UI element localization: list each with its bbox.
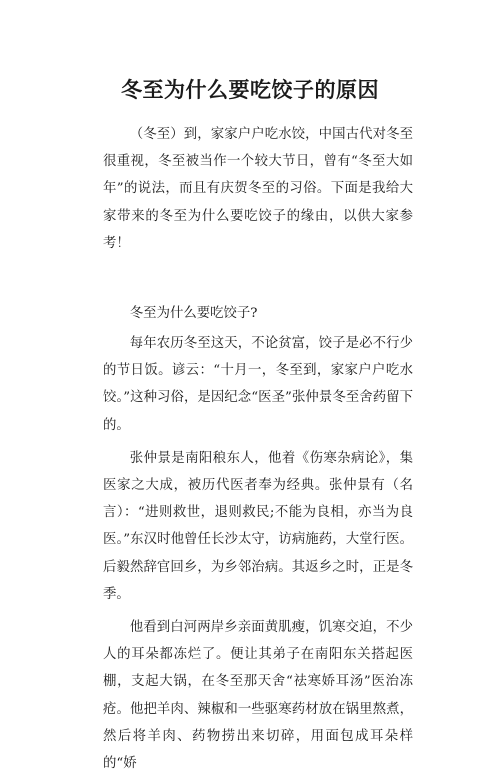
- body-paragraph: 每年农历冬至这天，不论贫富，饺子是必不行少的节日饭。谚云：“十月一，冬至到，家家户户吃水饺。”这种习俗，是因纪念“医圣”张仲景冬至舍药留下的。: [103, 336, 413, 433]
- section-question: 冬至为什么要吃饺子?: [129, 306, 258, 322]
- article-body: [103, 121, 413, 777]
- section-gap: [103, 257, 413, 297]
- body-paragraph: 张仲景是南阳稂东人，他着《伤寒杂病论》，集医家之大成，被历代医者奉为经典。张仲景有（名言）：“进则救世，退则救民;不能为良相，亦当为良医。”东汉时他曾任长沙太守，访病施药，大堂行医。后毅然辞官回乡，为乡邻治病。其返乡之时，正是冬季。: [103, 450, 413, 602]
- body-paragraph: 他看到白河两岸乡亲面黄肌瘦，饥寒交迫，不少人的耳朵都冻烂了。便让其弟子在南阳东关搭起医棚，支起大锅，在冬至那天舍“祛寒娇耳汤”医治冻疮。他把羊肉、辣椒和一些驱寒药材放在锅里熬煮，然后将羊肉、药物捞出来切碎，用面包成耳朵样的“娇: [103, 620, 413, 772]
- intro-paragraph: （冬至）到，家家户户吃水饺，中国古代对冬至很重视，冬至被当作一个较大节日，曾有“冬至大如年”的说法，而且有庆贺冬至的习俗。下面是我给大家带来的冬至为什么要吃饺子的缘由，以供大家参考！: [103, 127, 413, 251]
- article-title: 冬至为什么要吃饺子的原因: [121, 77, 379, 102]
